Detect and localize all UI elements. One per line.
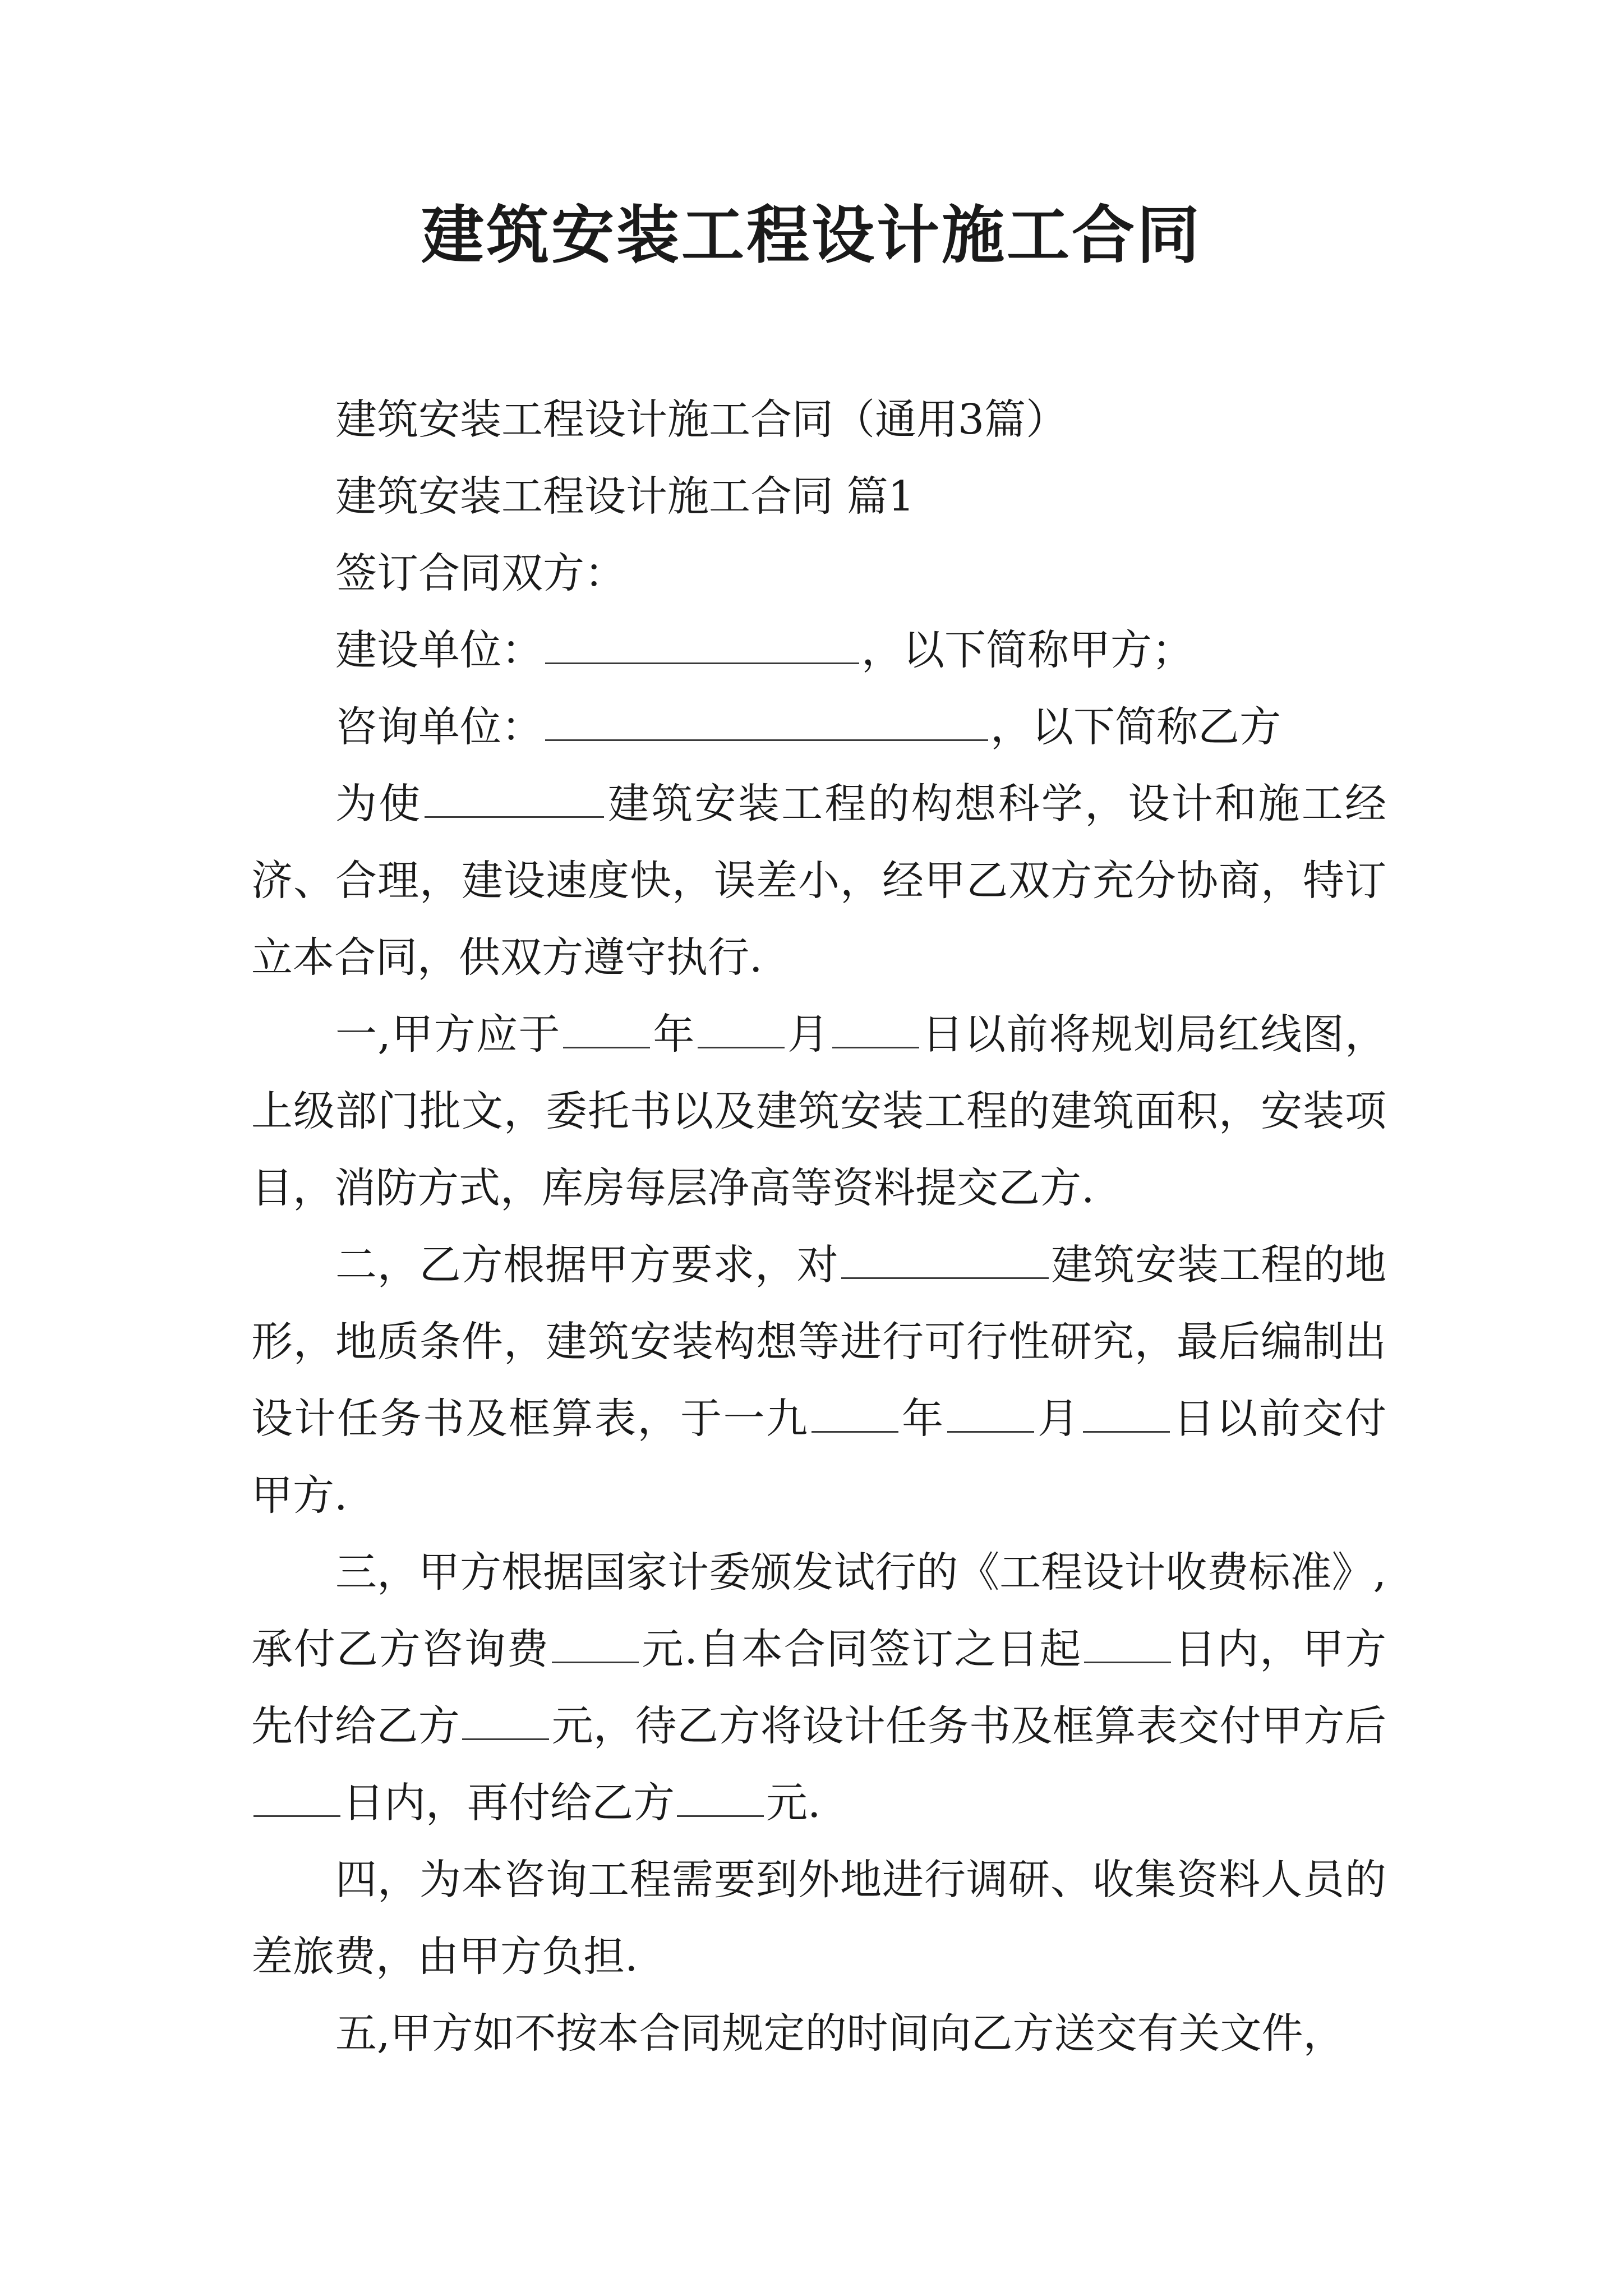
days-blank xyxy=(1084,1622,1171,1663)
year-blank xyxy=(563,1007,650,1048)
builder-label: 建设单位： xyxy=(335,626,543,674)
subtitle-text: 建筑安装工程设计施工合同（通用3篇） xyxy=(335,395,1068,444)
clause-1-paragraph xyxy=(251,996,1386,1227)
clause-2-text-c: 年 xyxy=(900,1395,945,1443)
clause-2-text-e: 日以前交付甲方. xyxy=(251,1395,1386,1520)
clause-1-text-b: 年 xyxy=(652,1010,695,1059)
intro-paragraph xyxy=(251,766,1386,996)
builder-paragraph xyxy=(251,612,1386,689)
clause-4-text: 四，为本咨询工程需要到外地进行调研、收集资料人员的差旅费，由甲方负担. xyxy=(251,1856,1386,1981)
month-blank xyxy=(698,1007,785,1048)
clause-1-text-d: 日以前将规划局红线图，上级部门批文，委托书以及建筑安装工程的建筑面积，安装项目，消防方式，库房每层净高等资料提交乙方. xyxy=(251,1010,1387,1212)
clause-5-paragraph xyxy=(251,1995,1386,2072)
day-blank xyxy=(1083,1392,1170,1433)
clause-3-text-c: 日内，甲方先付给乙方 xyxy=(251,1625,1387,1750)
builder-name-blank xyxy=(545,623,859,664)
builder-suffix: ，以下简称甲方； xyxy=(861,626,1193,674)
project-name-blank xyxy=(425,777,604,818)
consultant-paragraph xyxy=(251,689,1386,766)
clause-2-text-d: 月 xyxy=(1036,1395,1081,1443)
month-blank xyxy=(947,1392,1034,1433)
clause-2-text-b: 建筑安装工程的地形，地质条件，建筑安装构想等进行可行性研究，最后编制出设计任务书及框算表，于一九 xyxy=(251,1241,1387,1443)
clause-3-text-e: 日内，再付给乙方 xyxy=(343,1779,675,1827)
days-blank xyxy=(253,1776,340,1817)
chapter-text: 建筑安装工程设计施工合同 篇1 xyxy=(335,472,915,521)
document-title: 建筑安装工程设计施工合同 xyxy=(421,199,1202,272)
clause-2-text-a: 二，乙方根据甲方要求，对 xyxy=(335,1241,839,1289)
clause-3-text-a: 三，甲方根据国家计委颁发试行的《工程设计收费标准》,承付乙方咨询费 xyxy=(251,1548,1386,1673)
document-body xyxy=(251,381,1386,2072)
chapter-paragraph xyxy=(251,458,1386,535)
clause-5-text: 五,甲方如不按本合同规定的时间向乙方送交有关文件， xyxy=(335,2009,1345,2058)
clause-3-paragraph xyxy=(251,1534,1386,1842)
consultant-name-blank xyxy=(545,700,988,741)
clause-3-text-f: 元. xyxy=(766,1779,821,1827)
clause-3-text-d: 元，待乙方将设计任务书及框算表交付甲方后 xyxy=(551,1702,1387,1750)
fee-blank xyxy=(552,1622,639,1663)
parties-heading-text: 签订合同双方： xyxy=(335,549,626,597)
clause-2-paragraph xyxy=(251,1227,1386,1534)
subtitle-paragraph xyxy=(251,381,1386,458)
year-blank xyxy=(811,1392,898,1433)
clause-1-text-c: 月 xyxy=(786,1010,830,1059)
consultant-suffix: ，以下简称乙方 xyxy=(990,703,1281,751)
clause-3-text-b: 元.自本合同签订之日起 xyxy=(640,1625,1082,1673)
parties-heading-paragraph xyxy=(251,535,1386,612)
consultant-label: 咨询单位： xyxy=(335,703,543,751)
second-payment-blank xyxy=(677,1776,764,1817)
intro-text-b: 建筑安装工程的构想科学，设计和施工经济、合理，建设速度快，误差小，经甲乙双方充分协商，特订立本合同，供双方遵守执行. xyxy=(251,780,1387,982)
project-blank xyxy=(841,1238,1049,1279)
clause-4-paragraph xyxy=(251,1842,1386,1995)
clause-1-text-a: 一,甲方应于 xyxy=(335,1010,561,1059)
day-blank xyxy=(832,1007,919,1048)
first-payment-blank xyxy=(462,1699,549,1740)
intro-text-a: 为使 xyxy=(335,780,422,828)
